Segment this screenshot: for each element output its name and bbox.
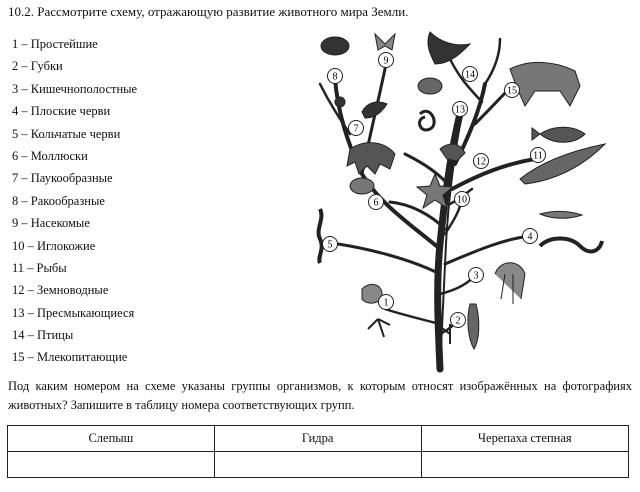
legend-item: 14 – Птицы <box>12 328 74 343</box>
node-marker <box>379 53 394 68</box>
legend-list <box>12 33 137 369</box>
tree-branch <box>338 244 440 274</box>
tree-branch <box>485 39 500 84</box>
svg-text:14: 14 <box>465 69 475 81</box>
question-text: Под каким номером на схеме указаны группы организмов, к которым относят изображённых на фотографиях животных? Запишите в таблицу номера соответствующих групп. <box>8 379 632 412</box>
legend-item: 10 – Иглокожие <box>12 238 96 253</box>
legend-item: 15 – Млекопитающие <box>12 350 128 365</box>
svg-text:4: 4 <box>527 231 533 243</box>
worm-icon <box>319 209 322 263</box>
node-marker <box>451 313 466 328</box>
node-marker <box>463 67 478 82</box>
fish-icon <box>532 127 585 142</box>
table-header-cell: Слепыш <box>8 426 215 452</box>
legend-item: 13 – Пресмыкающиеся <box>12 305 135 320</box>
node-marker <box>469 268 484 283</box>
turtle-icon <box>418 78 442 94</box>
table-header-cell: Черепаха степная <box>421 426 628 452</box>
tapeworm-icon <box>540 239 602 252</box>
answer-cell[interactable] <box>214 452 421 478</box>
svg-text:1: 1 <box>383 297 389 309</box>
node-marker <box>505 83 520 98</box>
eagle-icon <box>428 32 470 64</box>
snake-icon <box>420 111 435 130</box>
evolution-tree-diagram <box>290 24 620 374</box>
table-header-cell: Гидра <box>214 426 421 452</box>
svg-text:11: 11 <box>533 150 543 162</box>
svg-text:3: 3 <box>473 270 479 282</box>
legend-item: 6 – Моллюски <box>12 148 88 163</box>
tiger-icon <box>510 62 580 106</box>
node-marker <box>455 192 470 207</box>
tree-branch <box>385 309 440 324</box>
svg-text:6: 6 <box>373 197 379 209</box>
svg-text:5: 5 <box>327 239 333 251</box>
flatworm-icon <box>540 211 582 218</box>
node-marker <box>453 102 468 117</box>
legend-item: 11 – Рыбы <box>12 260 67 275</box>
task-title: 10.2. Рассмотрите схему, отражающую развитие животного мира Земли. <box>8 4 409 19</box>
answer-table <box>7 425 629 478</box>
answer-cell[interactable] <box>421 452 628 478</box>
scorpion-icon <box>362 102 387 118</box>
hydra-icon <box>368 319 390 337</box>
node-marker <box>323 237 338 252</box>
crab-icon <box>321 37 349 55</box>
legend-item: 3 – Кишечнополостные <box>12 81 138 96</box>
svg-text:13: 13 <box>455 104 465 116</box>
butterfly-icon <box>375 34 395 50</box>
svg-text:12: 12 <box>476 156 486 168</box>
answer-cell[interactable] <box>8 452 215 478</box>
legend-item: 7 – Паукообразные <box>12 171 113 186</box>
legend-item: 12 – Земноводные <box>12 283 109 298</box>
legend-item: 5 – Кольчатые черви <box>12 126 121 141</box>
node-marker <box>523 229 538 244</box>
svg-text:8: 8 <box>332 71 338 83</box>
svg-text:7: 7 <box>353 123 359 135</box>
node-marker <box>369 195 384 210</box>
legend-item: 1 – Простейшие <box>12 37 98 51</box>
tree-branch <box>445 236 530 264</box>
sponge-icon <box>468 304 479 349</box>
snail-icon <box>350 178 374 194</box>
spider-icon <box>335 97 345 107</box>
node-marker <box>379 295 394 310</box>
octopus-icon <box>347 143 395 174</box>
svg-text:2: 2 <box>455 315 461 327</box>
node-marker <box>349 121 364 136</box>
svg-text:9: 9 <box>383 55 389 67</box>
node-marker <box>474 154 489 169</box>
jellyfish-icon <box>495 263 525 304</box>
node-marker <box>328 69 343 84</box>
legend-item: 2 – Губки <box>12 59 63 74</box>
svg-text:10: 10 <box>457 194 467 206</box>
legend-item: 9 – Насекомые <box>12 216 90 231</box>
svg-text:15: 15 <box>507 85 517 97</box>
tree-branch <box>452 156 535 189</box>
legend-item: 8 – Ракообразные <box>12 193 105 208</box>
node-marker <box>531 148 546 163</box>
legend-item: 4 – Плоские черви <box>12 104 111 119</box>
